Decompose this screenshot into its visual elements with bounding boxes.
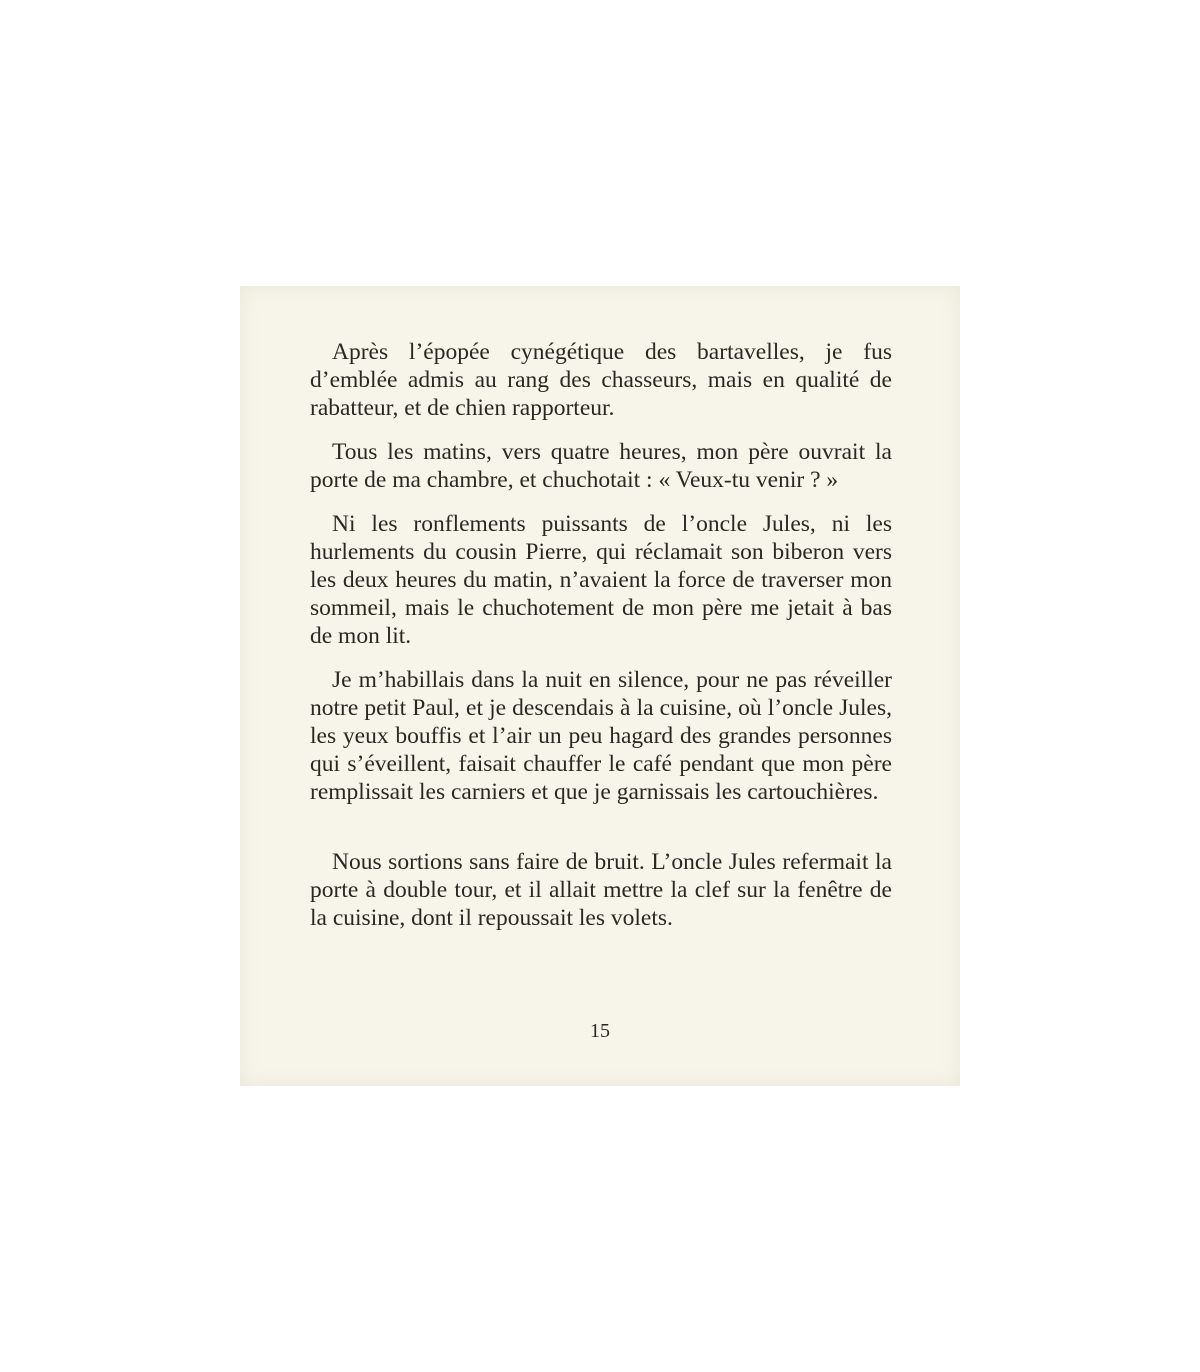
paragraph: Je m’habillais dans la nuit en silence, pour ne pas réveiller notre petit Paul, et je descendais à la cuisine, où l’oncle Jules, les yeux bouffis et l’air un peu hagard des grandes personnes qui s’éveillent, faisait chauffer le café pendant que mon père remplissait les carniers et que je garnissais les cartouchières.	[310, 667, 892, 805]
page-number: 15	[590, 1020, 610, 1042]
book-page	[240, 286, 960, 1086]
paragraph: Après l’épopée cynégétique des bartavelles, je fus d’emblée admis au rang des chasseurs, mais en qualité de rabatteur, et de chien rapporteur.	[310, 339, 892, 421]
paragraph: Nous sortions sans faire de bruit. L’oncle Jules refermait la porte à double tour, et il allait mettre la clef sur la fenêtre de la cuisine, dont il repoussait les volets.	[310, 849, 892, 931]
paragraph: Tous les matins, vers quatre heures, mon père ouvrait la porte de ma chambre, et chuchotait : « Veux-tu venir ? »	[310, 439, 892, 493]
body-text	[310, 338, 892, 932]
paragraph: Ni les ronflements puissants de l’oncle Jules, ni les hurlements du cousin Pierre, qui réclamait son biberon vers les deux heures du matin, n’avaient la force de traverser mon sommeil, mais le chuchotement de mon père me jetait à bas de mon lit.	[310, 511, 892, 649]
